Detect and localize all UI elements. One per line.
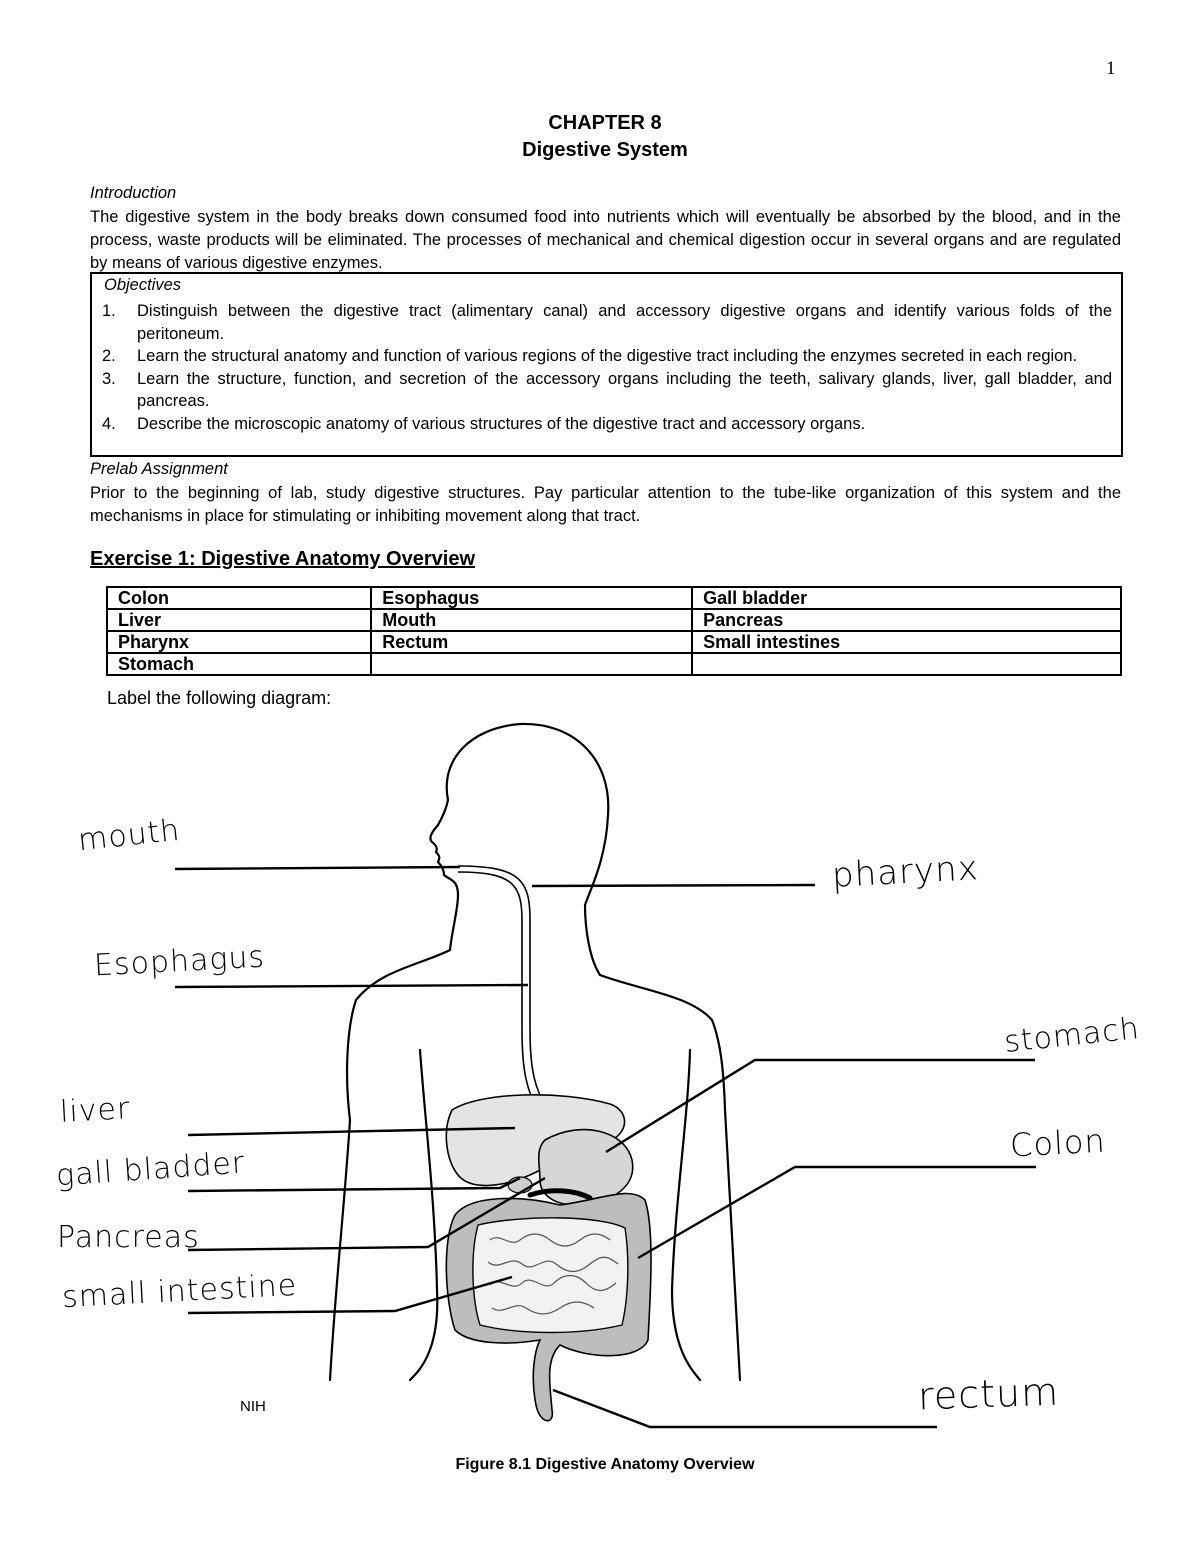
handwritten-label-stomach: stomach — [1002, 1010, 1142, 1061]
objective-text: Learn the structure, function, and secretion of the accessory organs including the teeth, salivary glands, liver, gall bladder, and pancreas. — [137, 369, 1112, 410]
label-instruction: Label the following diagram: — [107, 688, 332, 708]
esophagus-tube — [458, 866, 548, 1114]
page-number: 1 — [1106, 58, 1116, 79]
exercise-title: Exercise 1: Digestive Anatomy Overview — [90, 548, 475, 570]
handwritten-label-rectum: rectum — [917, 1369, 1060, 1419]
table-cell: Pancreas — [692, 609, 1121, 631]
prelab-heading: Prelab Assignment — [90, 460, 228, 478]
stomach-leader-line — [606, 1060, 1035, 1152]
small-intestine-organ — [473, 1218, 628, 1333]
objective-number: 2. — [102, 347, 116, 365]
prelab-text: Prior to the beginning of lab, study digestive structures. Pay particular attention to the tube-like organization of this system and the mechanisms in place for stimulating or inhibiting movement along that tract. — [90, 484, 1121, 525]
objective-text: Distinguish between the digestive tract (alimentary canal) and accessory digestive organs and identify various folds of the peritoneum. — [137, 302, 1112, 343]
table-cell: Pharynx — [107, 631, 371, 653]
handwritten-label-pancreas: Pancreas — [57, 1220, 200, 1255]
esophagus-leader-line — [175, 985, 528, 987]
handwritten-label-pharynx: pharynx — [831, 848, 980, 896]
chapter-title: Digestive System — [522, 139, 688, 161]
objective-number: 1. — [102, 302, 116, 320]
pharynx-leader-line — [532, 885, 815, 886]
objective-number: 3. — [102, 369, 116, 388]
objective-number: 4. — [102, 414, 116, 433]
handwritten-label-liver: liver — [59, 1091, 132, 1130]
table-cell: Mouth — [371, 609, 692, 631]
table-cell: Esophagus — [371, 587, 692, 609]
handwritten-label-small-intestine: small intestine — [61, 1267, 298, 1316]
figure-caption: Figure 8.1 Digestive Anatomy Overview — [455, 1456, 755, 1473]
table-cell: Colon — [107, 587, 371, 609]
gall-bladder-organ — [508, 1177, 532, 1193]
rectum-leader-line — [553, 1390, 937, 1427]
introduction-heading: Introduction — [90, 184, 177, 202]
table-cell: Small intestines — [692, 631, 1121, 653]
chapter-heading: CHAPTER 8 — [548, 112, 662, 134]
handwritten-label-gall-bladder: gall bladder — [55, 1145, 247, 1194]
table-cell: Gall bladder — [692, 587, 1121, 609]
colon-leader-line — [638, 1167, 1036, 1258]
image-credit: NIH — [240, 1398, 266, 1415]
handwritten-label-mouth: mouth — [76, 812, 182, 859]
objective-text: Describe the microscopic anatomy of various structures of the digestive tract and accessory organs. — [137, 414, 866, 433]
handwritten-label-colon: Colon — [1009, 1121, 1107, 1165]
handwritten-label-esophagus: Esophagus — [93, 939, 266, 984]
objective-text: Learn the structural anatomy and function of various regions of the digestive tract including the enzymes secreted in each region. — [137, 347, 1078, 365]
table-cell: Liver — [107, 609, 371, 631]
introduction-text: The digestive system in the body breaks down consumed food into nutrients which will eventually be absorbed by the blood, and in the process, waste products will be eliminated. The processes of mechanical and chemical digestion occur in several organs and are regulated by means of various digestive enzymes. — [90, 208, 1121, 272]
objectives-heading: Objectives — [104, 276, 182, 294]
table-cell: Stomach — [107, 653, 371, 675]
table-cell: Rectum — [371, 631, 692, 653]
mouth-leader-line — [175, 867, 460, 869]
